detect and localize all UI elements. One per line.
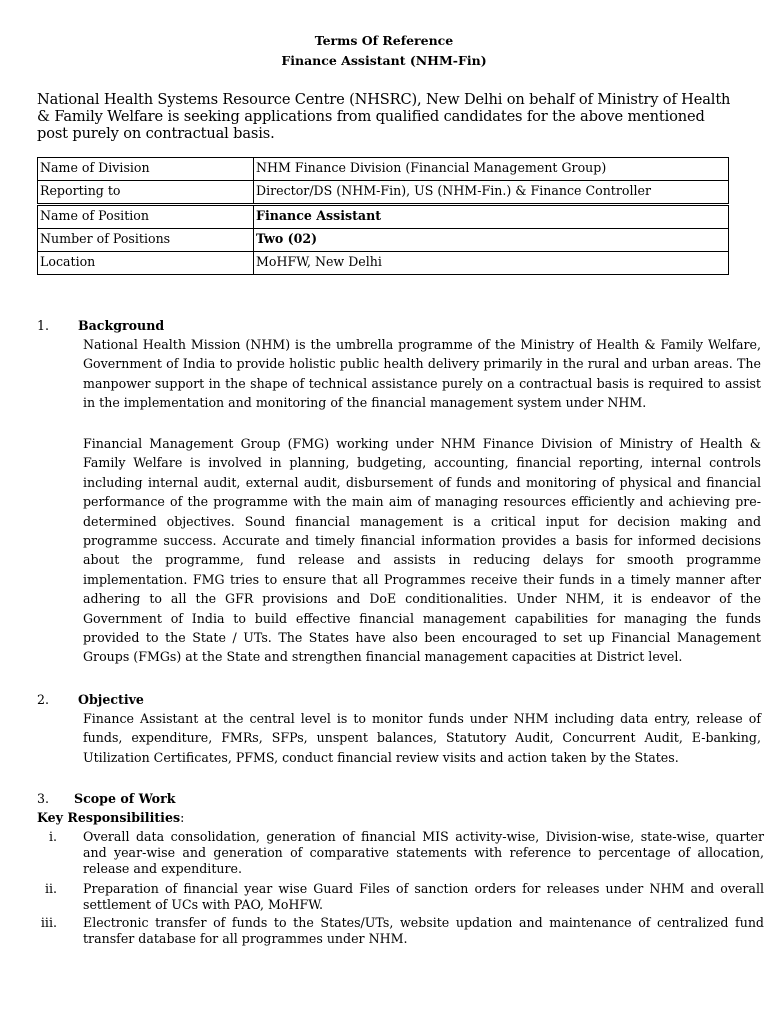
section-heading-objective: Objective — [78, 692, 144, 707]
section-heading-background: Background — [78, 318, 165, 333]
table-row — [38, 158, 729, 181]
list-item-number: iii. — [40, 915, 57, 930]
section-number: 2. — [37, 692, 50, 707]
table-value-cell: MoHFW, New Delhi — [254, 252, 729, 275]
table-value-cell: Director/DS (NHM-Fin), US (NHM-Fin.) & Finance Controller — [254, 181, 729, 205]
section-heading-scope: Scope of Work — [74, 791, 176, 806]
key-responsibilities-label — [37, 810, 184, 825]
list-item-text: Preparation of financial year wise Guard Files of sanction orders for releases under NHM and overall settlement of UCs with PAO, MoHFW. — [83, 881, 764, 913]
table-row — [38, 252, 729, 275]
background-paragraph-1: National Health Mission (NHM) is the umbrella programme of the Ministry of Health & Family Welfare, Government of India to provide holistic public health delivery primarily in the rural and urban areas. The manpower support in the shape of technical assistance purely on a contractual basis is required to assist in the implementation and monitoring of the financial management system under NHM. — [83, 337, 761, 411]
table-value-cell: Finance Assistant — [254, 205, 729, 229]
table-label-cell: Location — [38, 252, 254, 275]
intro-paragraph: National Health Systems Resource Centre (NHSRC), New Delhi on behalf of Ministry of Health & Family Welfare is seeking applications from qualified candidates for the above mentioned post purely on contractual basis. — [37, 91, 731, 142]
list-item-number: i. — [48, 829, 57, 844]
list-item-text: Electronic transfer of funds to the States/UTs, website updation and maintenance of centralized fund transfer database for all programmes under NHM. — [83, 915, 764, 947]
list-item — [30, 829, 764, 878]
section-number: 3. — [37, 791, 50, 806]
table-label-cell: Reporting to — [38, 181, 254, 205]
key-responsibilities-colon: : — [180, 810, 185, 825]
list-item — [30, 881, 764, 913]
background-paragraph-2: Financial Management Group (FMG) working under NHM Finance Division of Ministry of Health & Family Welfare is involved in planning, budgeting, accounting, financial reporting, internal controls including internal audit, external audit, disbursement of funds and monitoring of physical and financial performance of the programme with the main aim of managing resources efficiently and achieving pre-determined objectives. Sound financial management is a critical input for decision making and programme success. Accurate and timely financial information provides a basis for informed decisions about the programme, fund release and assists in reducing delays for smooth programme implementation. FMG tries to ensure that all Programmes receive their funds in a timely manner after adhering to all the GFR provisions and DoE conditionalities. Under NHM, it is endeavor of the Government of India to build effective financial management capabilities for managing the funds provided to the State / UTs. The States have also been encouraged to set up Financial Management Groups (FMGs) at the State and strengthen financial management capacities at District level. — [83, 436, 761, 665]
table-row — [38, 229, 729, 252]
table-value-cell: Two (02) — [254, 229, 729, 252]
document-subtitle: Finance Assistant (NHM-Fin) — [281, 53, 487, 68]
position-info-table — [37, 157, 729, 275]
table-row — [38, 181, 729, 205]
list-item-number: ii. — [44, 881, 57, 896]
table-label-cell: Name of Division — [38, 158, 254, 181]
list-item-text: Overall data consolidation, generation of financial MIS activity-wise, Division-wise, state-wise, quarter and year-wise and generation of comparative statements with reference to percentage of allocation, release and expenditure. — [83, 829, 764, 877]
list-item — [30, 915, 764, 947]
table-label-cell: Name of Position — [38, 205, 254, 229]
document-title: Terms Of Reference — [314, 33, 454, 48]
objective-paragraph: Finance Assistant at the central level is to monitor funds under NHM including data entry, release of funds, expenditure, FMRs, SFPs, unspent balances, Statutory Audit, Concurrent Audit, E-banking, Utilization Certificates, PFMS, conduct financial review visits and action taken by the States. — [83, 711, 761, 765]
table-label-cell: Number of Positions — [38, 229, 254, 252]
table-row — [38, 205, 729, 229]
table-value-cell: NHM Finance Division (Financial Management Group) — [254, 158, 729, 181]
section-number: 1. — [37, 318, 50, 333]
key-responsibilities-text: Key Responsibilities — [37, 810, 181, 825]
